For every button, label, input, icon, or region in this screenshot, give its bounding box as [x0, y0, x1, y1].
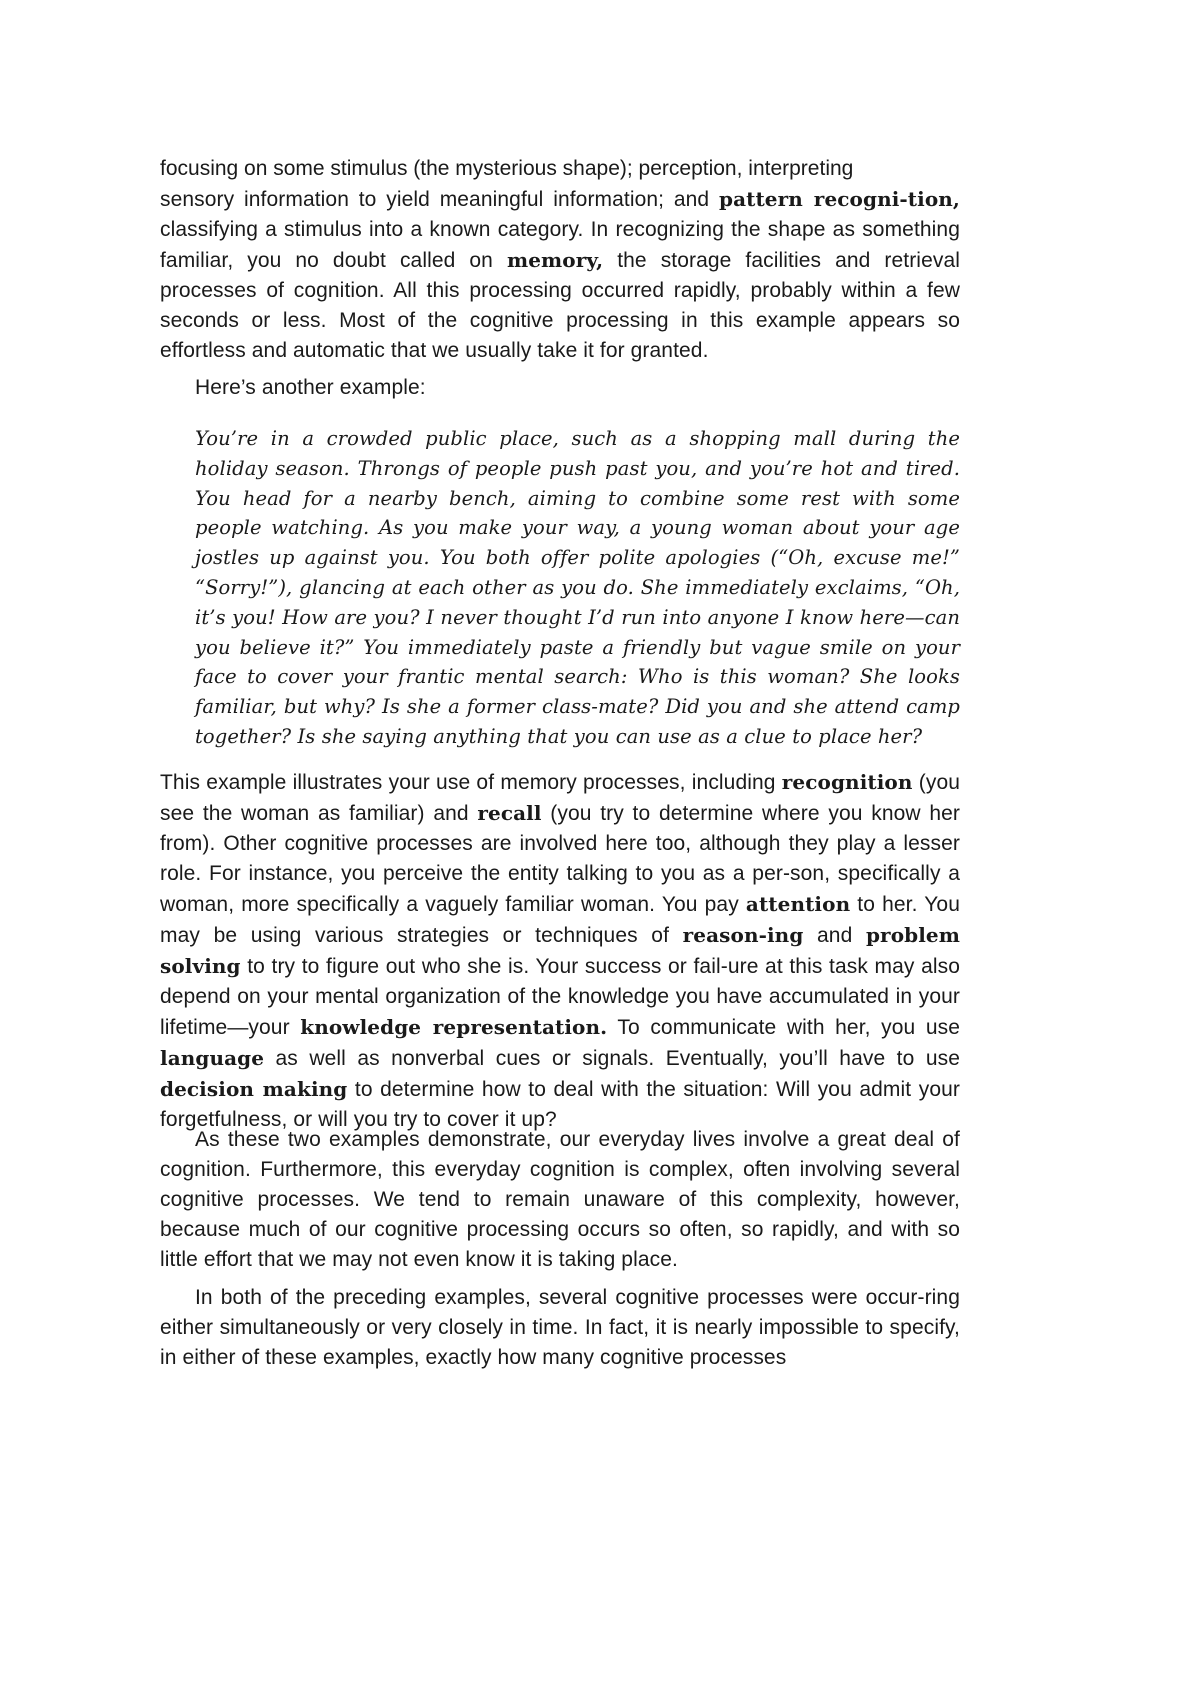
- term-decision-making: decision making: [160, 1077, 348, 1101]
- paragraph-3-text-f: to try to figure out who she is. Your success or fail-ure at this task may also depend on your mental organization of the knowledge you have accumulated in your lifetime—your: [160, 955, 960, 1039]
- term-memory: memory,: [506, 248, 604, 272]
- paragraph-5: In both of the preceding examples, several cognitive processes were occur-ring either simultaneously or very closely in time. In fact, it is nearly impossible to specify, in either of these examples, exactly how many cognitive processes: [160, 1286, 960, 1369]
- paragraph-2: Here’s another example:: [195, 376, 426, 399]
- paragraph-3-text-g: To communicate with her, you use: [607, 1016, 961, 1039]
- paragraph-1-text-b: classifying a stimulus into a known category. In recognizing the shape as something familiar, you no doubt called on: [160, 218, 960, 272]
- paragraph-1: [160, 184, 960, 366]
- paragraph-3-text-h: as well as nonverbal cues or signals. Eventually, you’ll have to use: [264, 1047, 960, 1070]
- paragraph-4: As these two examples demonstrate, our everyday lives involve a great deal of cognition. Furthermore, this everyday cognition is complex, often involving several cognitive processes. We tend to remain unaware of this complexity, however, because much of our cognitive processing occurs so often, so rapidly, and with so little effort that we may not even know it is taking place.: [160, 1128, 960, 1271]
- term-reasoning: reason-ing: [682, 923, 804, 947]
- term-recall: recall: [477, 801, 542, 825]
- cut-off-top-line: [160, 157, 960, 184]
- paragraph-1-text-a: sensory information to yield meaningful information; and: [160, 188, 719, 211]
- paragraph-3-text-d: to her. You may be using various strategies or techniques of: [160, 893, 960, 947]
- paragraph-1-text-c: the storage facilities and retrieval processes of cognition. All this processing occurred rapidly, probably within a few seconds or less. Most of the cognitive processing in this example appears so effortless and automatic that we usually take it for granted.: [160, 249, 960, 362]
- paragraph-3-text-e: and: [803, 924, 866, 947]
- paragraph-3-text-c: (you try to determine where you know her from). Other cognitive processes are involved here too, although they play a lesser role. For instance, you perceive the entity talking to you as a per-son, specifically a woman, more specifically a vaguely familiar woman. You pay: [160, 802, 960, 916]
- paragraph-3-text-b: (you see the woman as familiar) and: [160, 771, 960, 825]
- cut-off-line-text: focusing on some stimulus (the mysterious shape); perception, interpreting: [160, 157, 854, 180]
- term-language: language: [160, 1046, 265, 1070]
- paragraph-3-text-i: to determine how to deal with the situation: Will you admit your forgetfulness, or will you try to cover it up?: [160, 1078, 960, 1131]
- term-pattern-recognition: pattern recogni-tion,: [718, 187, 960, 211]
- term-problem-solving: problem solving: [160, 923, 960, 978]
- term-recognition: recognition: [781, 770, 913, 794]
- paragraph-3: [160, 767, 960, 1135]
- term-attention: attention: [745, 892, 851, 916]
- block-quote: You’re in a crowded public place, such as a shopping mall during the holiday season. Throngs of people push past you, and you’re hot and tired. You head for a nearby bench, aiming to combine some rest with some people watching. As you make your way, a young woman about your age jostles up against you. You both offer polite apologies (“Oh, excuse me!” “Sorry!”), glancing at each other as you do. She immediately exclaims, “Oh, it’s you! How are you? I never thought I’d run into anyone I know here—can you believe it?” You immediately paste a friendly but vague smile on your face to cover your frantic mental search: Who is this woman? She looks familiar, but why? Is she a former class-mate? Did you and she attend camp together? Is she saying anything that you can use as a clue to place her?: [195, 427, 960, 748]
- term-knowledge-representation: knowledge representation.: [300, 1015, 608, 1039]
- paragraph-3-text-a: This example illustrates your use of memory processes, including: [160, 771, 782, 794]
